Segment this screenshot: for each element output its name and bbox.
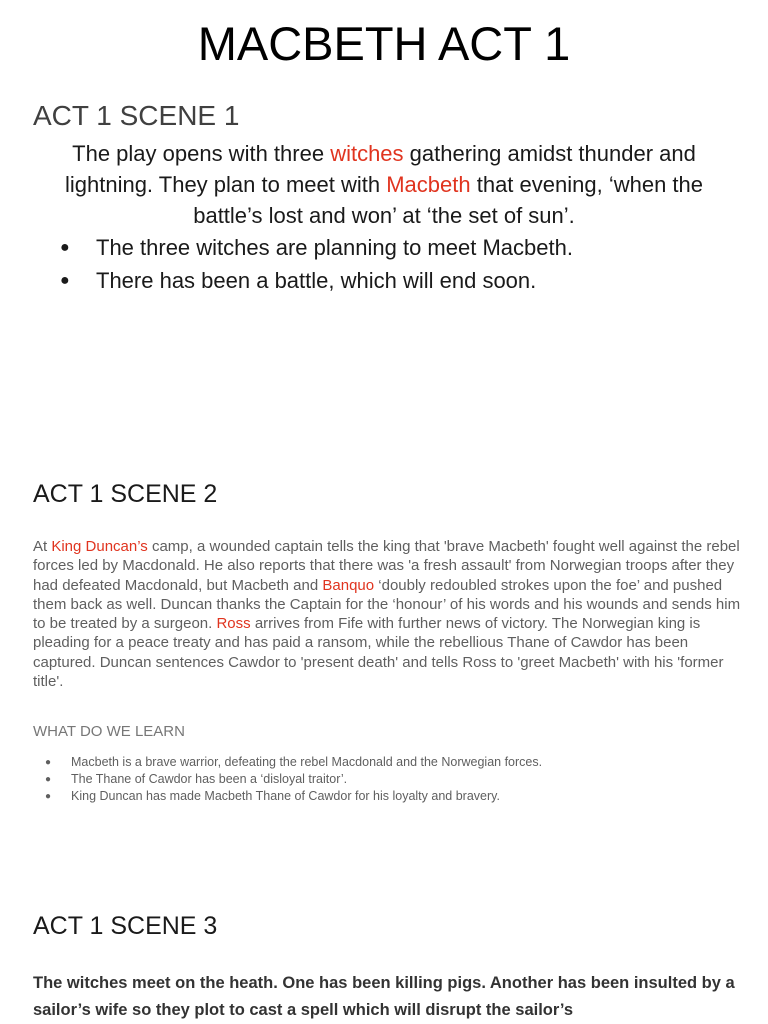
list-item bbox=[60, 231, 573, 264]
list-item-text: There has been a battle, which will end soon. bbox=[96, 268, 537, 293]
scene-2-summary bbox=[33, 537, 745, 691]
scene-1-bullet-list bbox=[60, 231, 573, 297]
scene-1-text-1: The play opens with three bbox=[72, 141, 331, 166]
list-item bbox=[45, 754, 542, 771]
document-title: MACBETH ACT 1 bbox=[197, 17, 571, 70]
bullet-icon: ● bbox=[60, 272, 70, 289]
highlight-king-duncan: King Duncan’s bbox=[51, 538, 148, 555]
scene-1-heading: ACT 1 SCENE 1 bbox=[33, 100, 240, 131]
bullet-icon: ● bbox=[60, 239, 70, 256]
scene-2-text-2: camp, a wounded captain tells the king that 'brave Macbeth' fought well against the rebel forces led by Macdonald. He also reports that there was 'a fresh assault' from Norwegian troops after they had defeated Macdonald, but Macbeth and bbox=[33, 538, 740, 594]
list-item-text: The Thane of Cawdor has been a ‘disloyal traitor’. bbox=[71, 772, 348, 786]
scene-3-summary: The witches meet on the heath. One has been killing pigs. Another has been insulted by a sailor’s wife so they plot to cast a spell which will disrupt the sailor’s bbox=[33, 974, 735, 1019]
highlight-witches: witches bbox=[330, 141, 404, 166]
scene-3-heading: ACT 1 SCENE 3 bbox=[33, 912, 218, 940]
list-item-text: Macbeth is a brave warrior, defeating the rebel Macdonald and the Norwegian forces. bbox=[71, 755, 543, 769]
scene-2-bullet-list bbox=[45, 754, 542, 805]
scene-1-text-2: gathering amidst thunder and lightning. They plan to meet with bbox=[64, 141, 696, 197]
highlight-macbeth: Macbeth bbox=[386, 172, 471, 197]
highlight-banquo: Banquo bbox=[322, 576, 375, 594]
scene-1-summary bbox=[28, 138, 740, 231]
highlight-ross: Ross bbox=[216, 615, 251, 633]
scene-2-text-4: arrives from Fife with further news of victory. The Norwegian king is pleading for a peace treaty and has paid a ransom, while the rebellious Thane of Cawdor has been captured. Duncan sentences Cawdor to 'present death' and tells Ross to 'greet Macbeth' with his 'former title'. bbox=[33, 615, 724, 691]
scene-1-text-3: that evening, ‘when the battle’s lost and won’ at ‘the set of sun’. bbox=[193, 172, 703, 228]
scene-2-text-1: At bbox=[33, 538, 52, 555]
list-item bbox=[45, 771, 542, 788]
list-item-text: The three witches are planning to meet Macbeth. bbox=[96, 235, 573, 260]
scene-2-text-3: ‘doubly redoubled strokes upon the foe’ and pushed them back as well. Duncan thanks the Captain for the ‘honour’ of his words and his wounds and sends him to be treated by a surgeon. bbox=[33, 576, 741, 633]
list-item bbox=[60, 264, 573, 297]
list-item bbox=[45, 788, 542, 805]
bullet-icon: ● bbox=[45, 757, 52, 768]
bullet-icon: ● bbox=[45, 774, 52, 785]
list-item-text: King Duncan has made Macbeth Thane of Cawdor for his loyalty and bravery. bbox=[71, 789, 500, 803]
bullet-icon: ● bbox=[45, 791, 52, 802]
what-do-we-learn-heading: WHAT DO WE LEARN bbox=[33, 723, 185, 740]
scene-2-heading: ACT 1 SCENE 2 bbox=[33, 480, 218, 508]
